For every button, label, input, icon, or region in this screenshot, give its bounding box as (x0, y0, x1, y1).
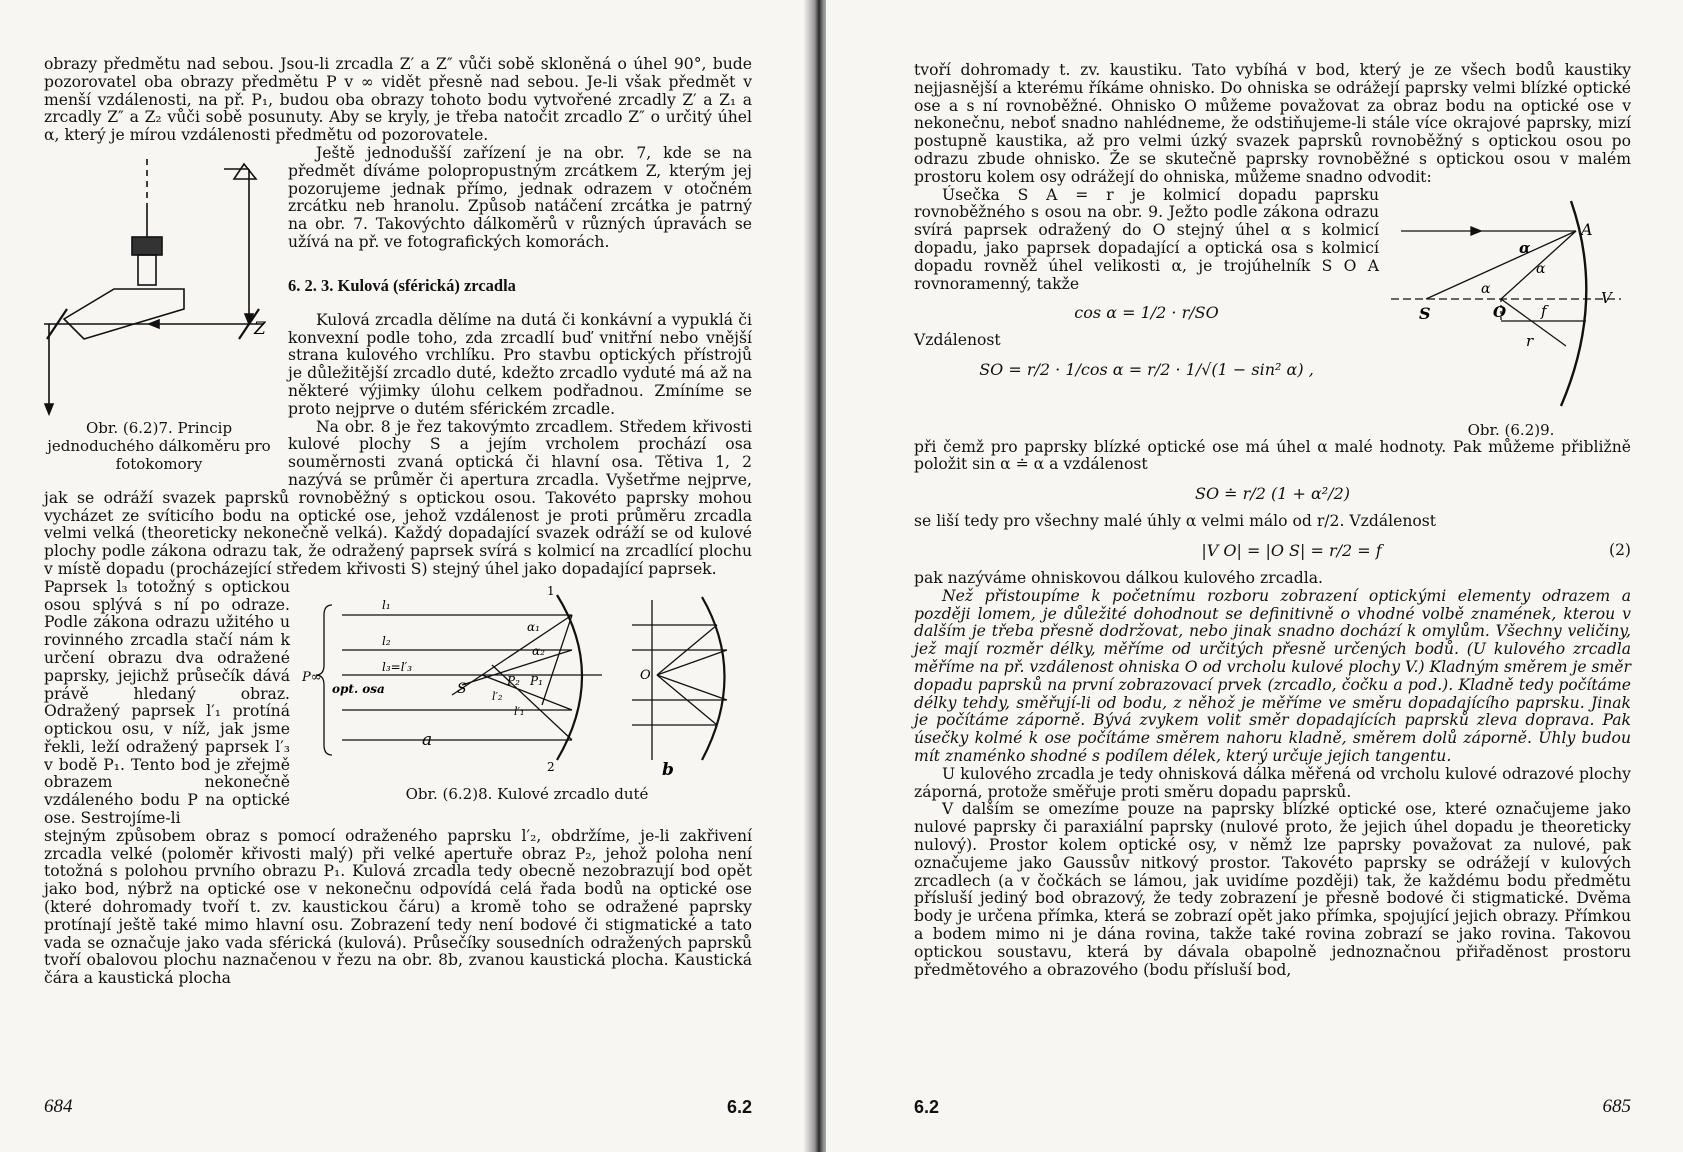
fig7-drawing (44, 149, 274, 419)
fig9-f: f (1541, 301, 1547, 320)
equation-3: SO ≐ r/2 (1 + α²/2) (1195, 484, 1350, 504)
fig7-z-label: Z (254, 318, 266, 339)
left-page (0, 0, 812, 1152)
fig8-p1: P₁ (530, 673, 543, 688)
fig9-s: S (1419, 303, 1431, 323)
fig7-caption: Obr. (6.2)7. Princip jednoduchého dálkoměru pro fotokomory (47, 418, 271, 473)
fig8-drawing (302, 585, 752, 785)
right-page-number: 685 (1602, 1096, 1631, 1117)
right-para-5: pak nazýváme ohniskovou dálkou kulového zrcadla. (914, 568, 1323, 587)
fig8-l2p: l′₂ (492, 689, 503, 703)
fig8-l1: l₁ (382, 597, 391, 612)
section-heading: 6. 2. 3. Kulová (sférická) zrcadla (288, 275, 516, 295)
equation-4: |V O| = |O S| = r/2 = f (1201, 540, 1382, 560)
fig8-caption: Obr. (6.2)8. Kulové zrcadlo duté (405, 784, 649, 803)
fig8-p2: P₂ (507, 673, 520, 688)
fig8-opt: opt. osa (332, 681, 385, 696)
right-page (826, 0, 1683, 1152)
fig8-sub-a: a (422, 729, 433, 750)
label-vzdalenost: Vzdálenost (914, 331, 1001, 350)
left-para-6: stejným způsobem obraz s pomocí odraženého paprsku l′₂, obdržíme, je-li zakřivení zrcadla velké (poloměr křivosti malý) při velké apertuře obraz P₂, jehož poloha není totožná s polohou prvního obrazu P₁. Kulová zrcadla tedy obecně nezobrazují bod opět jako bod, nýbrž na optické ose v nekonečnu odpovídá celá řada bodů na optické ose (které dohromady tvoří t. zv. kaustickou čáru) a kromě toho se odražené paprsky protínají ještě také mimo hlavní osu. Zobrazení tedy není bodové či stigmatické a tato vada se označuje jako vada sférická (kulová). Průsečíky sousedních odražených paprsků tvoří obalovou plochu naznačenou v řezu na obr. 8b, zvanou kaustická plocha. Kaustická čára a kaustická plocha (44, 826, 752, 988)
right-section-number: 6.2 (914, 1097, 940, 1117)
fig9-alpha2: α (1536, 260, 1546, 277)
fig8-l2: l₂ (382, 633, 391, 648)
fig8-o: O (640, 667, 651, 683)
right-para-8: V dalším se omezíme pouze na paprsky blízké optické ose, které označujeme jako nulové paprsky či paraxiální paprsky (nulové proto, že jejich úhel dopadu je theoreticky nulový). Prostor kolem optické osy, v němž lze paprsky považovat za nulové, pak označujeme jako Gaussův nitkový prostor. Takovéto paprsky se odrážejí v kulových zrcadlech (a v čočkách se lámou, jak uvidíme později) tak, že každému bodu předmětu přísluší jediný bod obrazový, že tedy zobrazení je přesně bodové či stigmatické. Dvěma body je určena přímka, která se zobrazí opět jako přímka, spojující jejich obrazy. Přímkou a bodem mimo ni je dána rovina, takže také rovina zobrazí se jako rovina. Takovou optickou soustavu, která by dávala obapolně jednoznačnou přiřaděnost prostoru předmětového a obrazového (bodu přísluší bod, (914, 800, 1631, 979)
left-para-4: Na obr. 8 je řez takovýmto zrcadlem. Středem křivosti kulové plochy S a jejím vrcholem prochází osa souměrnosti zvaná optická či hlavní osa. Tětiva 1, 2 nazývá se průměr či apertura zrcadla. Vyšetřme nejprve, jak se odráží svazek paprsků rovnoběžný s optickou osou. Takovéto paprsky mohou vycházet ze svíticího bodu na optické ose, jehož vzdálenost je proti průměru zrcadla velmi velká (theoreticky nekonečně velká). Každý dopadající svazek odráží se od kulové plochy podle zákona odrazu tak, že odražený paprsek svírá s kolmicí na zrcadlící plochu v místě dopadu (procházející středem křivosti S) stejný úhel jako dopadající paprsek. (44, 417, 752, 578)
fig8-two: 2 (547, 759, 555, 774)
right-para-3: při čemž pro paprsky blízké optické ose má úhel α malé hodnoty. Pak můžeme přibližně položit sin α ≐ α a vzdálenost (914, 437, 1631, 474)
fig9-r: r (1526, 331, 1534, 350)
fig9-a: A (1581, 219, 1593, 239)
fig9-drawing (1391, 191, 1631, 421)
fig8-alpha2: α₂ (532, 643, 545, 658)
right-para-7: U kulového zrcadla je tedy ohnisková dálka měřená od vrcholu kulové odrazové plochy záporná, protože směřuje proti směru dopadu paprsků. (914, 764, 1631, 801)
right-para-4: se liší tedy pro všechny malé úhly α velmi málo od r/2. Vzdálenost (914, 512, 1437, 531)
fig8-sub-b: b (662, 759, 674, 780)
fig8-l3: l₃=l′₃ (382, 659, 413, 674)
equation-4-number: (2) (1609, 541, 1631, 560)
left-section-number: 6.2 (726, 1097, 752, 1117)
right-para-2: Úsečka S A = r je kolmicí dopadu paprsku rovnoběžného s osou na obr. 9. Ježto podle zákona odrazu svírá paprsek odražený do O stejný úhel α s kolmicí dopadu, jako paprsek dopadající a optická osa s kolmicí dopadu rovněž úhel velikosti α, je trojúhelník S O A rovnoramenný, takže (914, 185, 1379, 293)
right-para-6: Než přistoupíme k početnímu rozboru zobrazení optickými elementy odrazem a později lomem, je důležité dohodnout se definitivně o vhodné volbě znamének, kterou v dalším je třeba přesně dodržovat, nebo jinak snadno dochází k omylům. Všechny veličiny, jež mají rozměr délky, měříme od určitých přesně určených bodů. (U kulového zrcadla měříme na př. vzdálenost ohniska O od vrcholu kulové plochy V.) Kladným směrem je směr dopadu paprsků na první zobrazovací prvek (zrcadlo, čočku a pod.). Kladně tedy počítáme délky tehdy, směřují-li od bodu, z něhož je měříme ve směru dopadajícího paprsku. Jinak je počítáme záporně. Bývá zvykem volit směr dopadajících paprsků zleva doprava. Pak úsečky kolmé k ose počítáme směrem nahoru kladně, směrem dolů záporně. Úhly budou mít znaménko shodné s podílem délek, který určuje jejich tangentu. (914, 586, 1631, 765)
fig9-alpha3: α (1481, 280, 1491, 297)
fig8-l1p: l′₁ (514, 704, 525, 718)
figure-8 (302, 585, 752, 803)
left-page-number: 684 (44, 1096, 73, 1117)
fig8-p: P∞ (302, 669, 322, 685)
left-para-1: obrazy předmětu nad sebou. Jsou-li zrcadla Z′ a Z″ vůči sobě skloněná o úhel 90°, bude pozorovatel oba obrazy předmětu P v ∞ vidět přesně nad sebou. Je-li však předmět v menší vzdálenosti, na př. P₁, budou oba obrazy tohoto bodu vytvořené zrcadly Z′ a Z₁ a zrcadly Z″ a Z₂ vůči sobě posunuty. Aby se kryly, je třeba natočit zrcadlo Z″ o určitý úhel α, který je mírou vzdálenosti předmětu od pozorovatele. (44, 55, 752, 145)
equation-1: cos α = 1/2 · r/SO (1074, 303, 1219, 323)
fig8-alpha1: α₁ (527, 619, 540, 634)
equation-2: SO = r/2 · 1/cos α = r/2 · 1/√(1 − sin² α) , (979, 360, 1314, 380)
fig8-s: S (457, 680, 467, 697)
fig9-alpha1: α (1519, 238, 1531, 257)
fig9-caption: Obr. (6.2)9. (1467, 420, 1555, 439)
figure-7 (44, 149, 274, 473)
left-para-5: Paprsek l₃ totožný s optickou osou splývá s ní po odraze. Podle zákona odrazu užitého u rovinného zrcadla stačí nám k určení obrazu dva odražené paprsky, jejichž průsečík dává právě hledaný obraz. Odražený paprsek l′₁ protíná optickou osu, v níž, jak jsme řekli, leží odražený paprsek l′₃ v bodě P₁. Tento bod je zřejmě obrazem nekonečně vzdáleného bodu P na optické ose. Sestrojíme-li (44, 577, 290, 828)
right-para-1: tvoří dohromady t. zv. kaustiku. Tato vybíhá v bod, který je ze všech bodů kaustiky nejjasnější a kterému říkáme ohnisko. Do ohniska se odrážejí paprsky velmi blízké optické ose a s ní rovnoběžné. Ohnisko O můžeme považovat za obraz bodu na optické ose v nekonečnu, neboť snadno nahlédneme, že odstiňujeme-li stále více okrajové paprsky, mizí postupně kaustika, až pro velmi úzký svazek paprsků rovnoběžný s optickou osou po odrazu zbude ohnisko. Že se skutečně paprsky rovnoběžné s optickou osou v malém prostoru kolem osy odrážejí do ohniska, můžeme snadno odvodit: (914, 61, 1631, 186)
fig9-v: V (1601, 288, 1612, 307)
left-para-2: Ještě jednodušší zařízení je na obr. 7, kde se na předmět díváme polopropustným zrcátkem Z, kterým jej pozorujeme jednak přímo, jednak odrazem v otočném zrcátku neb hranolu. Způsob natáčení zrcátka je patrný na obr. 7. Takovýchto dálkoměrů v různých úpravách se užívá na př. ve fotografických komorách. (288, 143, 752, 251)
equation-4-row (914, 541, 1631, 560)
fig8-one: 1 (547, 584, 555, 598)
figure-9 (1391, 191, 1631, 439)
left-para-3: Kulová zrcadla dělíme na dutá či konkávní a vypuklá či konvexní podle toho, zda zrcadlí buď vnitřní nebo vnější strana kulového vrchlíku. Pro stavbu optických přístrojů je důležitější zrcadlo duté, kdežto zrcadlo vyduté má až na některé výjimky úlohu celkem podřadnou. Zmíníme se proto nejprve o dutém sférickém zrcadle. (288, 310, 752, 418)
fig9-o: O (1493, 302, 1507, 321)
